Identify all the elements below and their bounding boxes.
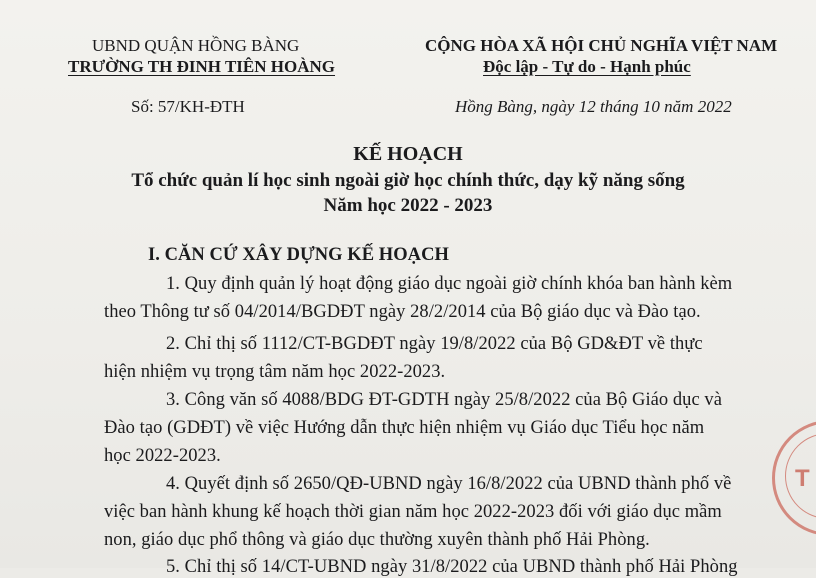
official-seal-stamp — [772, 420, 816, 536]
paragraph-line: 3. Công văn số 4088/BDG ĐT-GDTH ngày 25/8/2022 của Bộ Giáo dục và — [166, 390, 722, 410]
seal-letter: T — [795, 465, 810, 492]
school-year: Năm học 2022 - 2023 — [323, 195, 493, 216]
paragraph-line: hiện nhiệm vụ trọng tâm năm học 2022-2023. — [104, 362, 446, 382]
paragraph-line: Đào tạo (GDĐT) về việc Hướng dẫn thực hiện nhiệm vụ Giáo dục Tiểu học năm — [104, 418, 705, 438]
document-subtitle: Tổ chức quản lí học sinh ngoài giờ học chính thức, dạy kỹ năng sống — [131, 170, 685, 191]
paragraph-line: non, giáo dục phổ thông và giáo dục thường xuyên thành phố Hải Phòng. — [104, 530, 650, 550]
paragraph-line: 4. Quyết định số 2650/QĐ-UBND ngày 16/8/2022 của UBND thành phố về — [166, 474, 732, 494]
issue-date: Hồng Bàng, ngày 12 tháng 10 năm 2022 — [455, 97, 732, 116]
document-title: KẾ HOẠCH — [353, 143, 463, 165]
paragraph-line: 5. Chỉ thị số 14/CT-UBND ngày 31/8/2022 của UBND thành phố Hải Phòng — [166, 557, 738, 577]
school-name: TRƯỜNG TH ĐINH TIÊN HOÀNG — [68, 57, 336, 76]
district-name: UBND QUẬN HỒNG BÀNG — [92, 36, 300, 55]
section-heading: I. CĂN CỨ XÂY DỰNG KẾ HOẠCH — [148, 245, 449, 265]
republic-name: CỘNG HÒA XÃ HỘI CHỦ NGHĨA VIỆT NAM — [425, 36, 778, 55]
paragraph-line: học 2022-2023. — [104, 446, 221, 466]
paragraph-line: 1. Quy định quản lý hoạt động giáo dục ngoài giờ chính khóa ban hành kèm — [166, 274, 733, 294]
document-number: Số: 57/KH-ĐTH — [131, 97, 245, 116]
national-motto: Độc lập - Tự do - Hạnh phúc — [483, 57, 691, 76]
paragraph-line: theo Thông tư số 04/2014/BGDĐT ngày 28/2/2014 của Bộ giáo dục và Đào tạo. — [104, 302, 701, 322]
paragraph-line: việc ban hành khung kế hoạch thời gian năm học 2022-2023 đối với giáo dục mầm — [104, 502, 722, 522]
paragraph-line: 2. Chỉ thị số 1112/CT-BGDĐT ngày 19/8/2022 của Bộ GD&ĐT về thực — [166, 334, 703, 354]
